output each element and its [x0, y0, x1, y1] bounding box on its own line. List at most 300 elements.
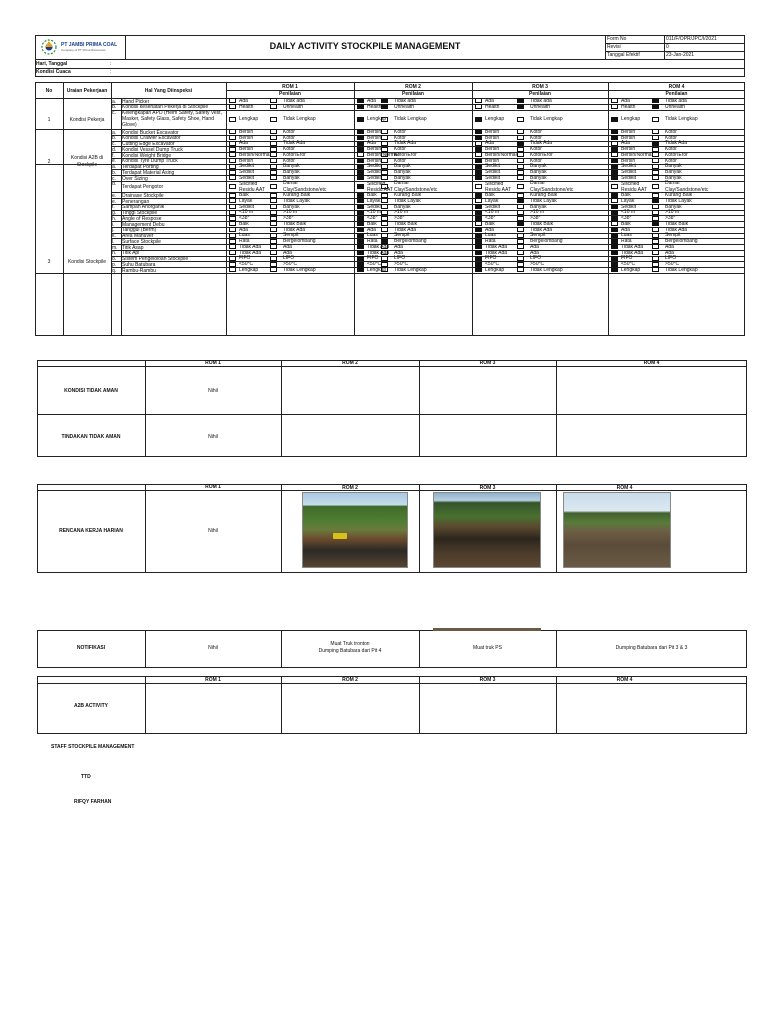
rating-checkbox[interactable] — [517, 250, 524, 255]
rating-option-label: Tidak Ada — [283, 140, 306, 147]
rating-checkbox[interactable] — [611, 152, 618, 157]
rating-checkbox[interactable] — [611, 175, 618, 180]
rating-checkbox[interactable] — [611, 256, 618, 261]
rating-checkbox[interactable] — [229, 221, 236, 226]
rating-checkbox[interactable] — [270, 129, 277, 134]
rating-checkbox[interactable] — [517, 221, 524, 226]
rating-checkbox[interactable] — [357, 117, 364, 122]
rating-checkbox[interactable] — [229, 267, 236, 272]
inspection-item-letter: b. — [112, 169, 117, 176]
rating-option-label: Kotor — [530, 134, 542, 141]
rating-checkbox[interactable] — [611, 227, 618, 232]
rating-checkbox[interactable] — [229, 250, 236, 255]
rating-option-label: Bersih — [621, 128, 636, 135]
rating-option-label: >50°C — [530, 261, 545, 268]
rating-checkbox[interactable] — [381, 170, 388, 175]
rating-checkbox[interactable] — [652, 117, 659, 122]
rating-checkbox[interactable] — [357, 147, 364, 152]
rating-checkbox[interactable] — [517, 158, 524, 163]
rating-checkbox[interactable] — [652, 170, 659, 175]
rating-option-label: Kotor — [394, 128, 406, 135]
rating-checkbox[interactable] — [517, 267, 524, 272]
rating-checkbox[interactable] — [517, 141, 524, 146]
rating-checkbox[interactable] — [475, 164, 482, 169]
ttd-label: TTD — [81, 774, 91, 780]
rating-checkbox[interactable] — [229, 175, 236, 180]
rating-checkbox[interactable] — [381, 158, 388, 163]
rating-option-label: Kotor — [283, 157, 295, 164]
rating-checkbox[interactable] — [475, 256, 482, 261]
rating-checkbox[interactable] — [270, 198, 277, 203]
rating-checkbox[interactable] — [357, 204, 364, 209]
rating-option-label: Bersih — [239, 128, 254, 135]
rating-checkbox[interactable] — [652, 198, 659, 203]
rating-checkbox[interactable] — [475, 147, 482, 152]
rating-option-label: Lengkap — [239, 266, 259, 273]
rating-checkbox[interactable] — [357, 104, 364, 109]
notifikasi-rom-3: Muat truk PS — [473, 645, 502, 651]
rating-checkbox[interactable] — [611, 250, 618, 255]
rating-checkbox[interactable] — [652, 204, 659, 209]
rating-checkbox[interactable] — [229, 147, 236, 152]
rating-checkbox[interactable] — [381, 239, 388, 244]
rating-checkbox[interactable] — [652, 135, 659, 140]
inspection-item-letter: k. — [112, 233, 116, 240]
rating-checkbox[interactable] — [475, 244, 482, 249]
rating-checkbox[interactable] — [357, 250, 364, 255]
rating-checkbox[interactable] — [652, 227, 659, 232]
rating-checkbox[interactable] — [611, 221, 618, 226]
penilaian-3: Penilaian — [529, 91, 551, 97]
rating-checkbox[interactable] — [229, 216, 236, 221]
rating-checkbox[interactable] — [611, 98, 618, 103]
rating-checkbox[interactable] — [475, 210, 482, 215]
inspection-item-text: Kondisi Tyre Dump Truck — [122, 158, 178, 165]
rating-checkbox[interactable] — [652, 141, 659, 146]
rating-option-label: Kurang Baik — [394, 192, 422, 199]
rating-checkbox[interactable] — [475, 152, 482, 157]
rating-checkbox[interactable] — [652, 164, 659, 169]
rating-checkbox[interactable] — [475, 221, 482, 226]
rating-checkbox[interactable] — [270, 210, 277, 215]
rating-checkbox[interactable] — [611, 158, 618, 163]
kondisi-cuaca-label: Kondisi Cuaca — [36, 69, 71, 75]
rating-checkbox[interactable] — [475, 204, 482, 209]
rating-checkbox[interactable] — [652, 147, 659, 152]
rating-checkbox[interactable] — [270, 135, 277, 140]
rating-option-label: Lengkap — [621, 116, 641, 123]
rating-checkbox[interactable] — [229, 158, 236, 163]
rating-checkbox[interactable] — [475, 216, 482, 221]
rating-checkbox[interactable] — [611, 267, 618, 272]
rating-checkbox[interactable] — [270, 147, 277, 152]
rating-checkbox[interactable] — [611, 141, 618, 146]
rating-option-label: Banyak — [530, 169, 547, 176]
rating-checkbox[interactable] — [652, 216, 659, 221]
rating-checkbox[interactable] — [229, 164, 236, 169]
rating-option-label: Tidak ada — [283, 97, 305, 104]
rating-checkbox[interactable] — [475, 98, 482, 103]
rating-option-label: Sedikit — [239, 174, 255, 181]
rating-option-label: Ada — [530, 249, 539, 256]
rating-checkbox[interactable] — [611, 147, 618, 152]
rating-checkbox[interactable] — [270, 262, 277, 267]
rating-checkbox[interactable] — [357, 184, 364, 189]
rating-option-label: Banyak — [530, 163, 547, 170]
rating-checkbox[interactable] — [270, 233, 277, 238]
rating-checkbox[interactable] — [517, 256, 524, 261]
rating-option-label: Residu AAT — [485, 186, 512, 193]
rating-checkbox[interactable] — [475, 141, 482, 146]
rating-option-label: Tidak Ada — [239, 249, 262, 256]
rating-option-label: FIFO — [621, 255, 633, 262]
rating-option-label: Tidak ada — [394, 97, 416, 104]
rating-option-label: Banyak — [665, 203, 682, 210]
rating-option-label: Banyak — [530, 203, 547, 210]
rating-checkbox[interactable] — [517, 135, 524, 140]
rating-option-label: Sedikit — [621, 203, 637, 210]
rating-checkbox[interactable] — [229, 184, 236, 189]
rating-checkbox[interactable] — [270, 216, 277, 221]
rating-checkbox[interactable] — [270, 141, 277, 146]
rating-option-label: LIFO — [530, 255, 542, 262]
rating-checkbox[interactable] — [611, 184, 618, 189]
rating-checkbox[interactable] — [611, 135, 618, 140]
rating-checkbox[interactable] — [270, 227, 277, 232]
rating-checkbox[interactable] — [652, 129, 659, 134]
rating-checkbox[interactable] — [229, 198, 236, 203]
rating-checkbox[interactable] — [229, 204, 236, 209]
rating-checkbox[interactable] — [357, 221, 364, 226]
rating-checkbox[interactable] — [652, 250, 659, 255]
rating-checkbox[interactable] — [357, 227, 364, 232]
rating-checkbox[interactable] — [475, 170, 482, 175]
rating-checkbox[interactable] — [381, 221, 388, 226]
rating-checkbox[interactable] — [270, 256, 277, 261]
rating-checkbox[interactable] — [357, 267, 364, 272]
rating-checkbox[interactable] — [611, 244, 618, 249]
rating-checkbox[interactable] — [229, 98, 236, 103]
rating-option-label: Tidak Ada — [485, 249, 508, 256]
rating-checkbox[interactable] — [611, 233, 618, 238]
rating-checkbox[interactable] — [611, 239, 618, 244]
group-3-no: 3 — [47, 259, 51, 265]
rating-checkbox[interactable] — [357, 216, 364, 221]
rating-option-label: Layak — [621, 197, 635, 204]
rating-checkbox[interactable] — [652, 221, 659, 226]
rating-checkbox[interactable] — [229, 135, 236, 140]
rating-option-label: Bersih — [621, 146, 636, 153]
rating-checkbox[interactable] — [517, 170, 524, 175]
rating-option-label: Tidak Ada — [367, 249, 390, 256]
rating-option-label: Luas — [367, 232, 378, 239]
rating-checkbox[interactable] — [229, 129, 236, 134]
rating-checkbox[interactable] — [381, 135, 388, 140]
rating-checkbox[interactable] — [475, 175, 482, 180]
rating-checkbox[interactable] — [229, 152, 236, 157]
rating-checkbox[interactable] — [381, 129, 388, 134]
rating-checkbox[interactable] — [517, 147, 524, 152]
rating-checkbox[interactable] — [270, 204, 277, 209]
rating-checkbox[interactable] — [229, 262, 236, 267]
rating-checkbox[interactable] — [270, 184, 277, 189]
rating-checkbox[interactable] — [229, 104, 236, 109]
col-hal-header: Hal Yang Diinspeksi — [144, 88, 193, 94]
rating-checkbox[interactable] — [517, 117, 524, 122]
rating-option-label: Tidak Ada — [394, 226, 417, 233]
rating-checkbox[interactable] — [611, 129, 618, 134]
rating-checkbox[interactable] — [517, 239, 524, 244]
rating-checkbox[interactable] — [611, 204, 618, 209]
rating-checkbox[interactable] — [381, 164, 388, 169]
box2-rom-4: ROM 4 — [616, 485, 633, 491]
rating-checkbox[interactable] — [611, 198, 618, 203]
rating-checkbox[interactable] — [357, 158, 364, 163]
rating-checkbox[interactable] — [357, 262, 364, 267]
rating-option-label: Lengkap — [239, 116, 259, 123]
rom-4-header: ROM 4 — [668, 84, 685, 90]
rating-option-label: Tidak Baik — [283, 220, 307, 227]
inspection-item-text: Titik Asap — [122, 244, 144, 251]
rating-option-label: Bersih — [239, 146, 254, 153]
rating-checkbox[interactable] — [229, 193, 236, 198]
rating-checkbox[interactable] — [611, 170, 618, 175]
rating-checkbox[interactable] — [517, 233, 524, 238]
rating-checkbox[interactable] — [517, 175, 524, 180]
rating-checkbox[interactable] — [357, 141, 364, 146]
rating-option-label: <50°C — [239, 261, 254, 268]
rating-checkbox[interactable] — [652, 256, 659, 261]
rating-option-label: Kotor — [530, 157, 542, 164]
rating-option-label: Banyak — [665, 169, 682, 176]
rating-checkbox[interactable] — [611, 216, 618, 221]
rating-checkbox[interactable] — [270, 117, 277, 122]
notifikasi-rom-4: Dumping Batubara dari Pit 3 & 3 — [615, 645, 688, 651]
rating-checkbox[interactable] — [270, 152, 277, 157]
rating-option-label: FIFO — [367, 255, 379, 262]
rating-checkbox[interactable] — [381, 193, 388, 198]
inspection-item-text: Suhu Batubara — [122, 261, 156, 268]
rating-checkbox[interactable] — [652, 152, 659, 157]
rating-checkbox[interactable] — [270, 158, 277, 163]
company-subtitle: Company of PT Prima Resources — [61, 48, 106, 52]
rating-checkbox[interactable] — [475, 135, 482, 140]
rating-checkbox[interactable] — [652, 158, 659, 163]
rating-checkbox[interactable] — [517, 262, 524, 267]
rating-checkbox[interactable] — [517, 244, 524, 249]
rating-checkbox[interactable] — [357, 98, 364, 103]
rating-checkbox[interactable] — [475, 250, 482, 255]
rating-option-label: Tidak Lengkap — [283, 266, 316, 273]
rating-checkbox[interactable] — [517, 129, 524, 134]
rating-checkbox[interactable] — [229, 227, 236, 232]
rating-checkbox[interactable] — [357, 170, 364, 175]
rating-checkbox[interactable] — [229, 210, 236, 215]
rating-checkbox[interactable] — [475, 198, 482, 203]
rating-option-label: Kotor — [394, 134, 406, 141]
rating-checkbox[interactable] — [475, 129, 482, 134]
rating-checkbox[interactable] — [517, 104, 524, 109]
rating-checkbox[interactable] — [652, 244, 659, 249]
rating-option-label: >38° — [665, 215, 676, 222]
rating-option-label: Baik — [621, 192, 631, 199]
rating-checkbox[interactable] — [652, 98, 659, 103]
rating-checkbox[interactable] — [652, 233, 659, 238]
rating-checkbox[interactable] — [517, 184, 524, 189]
rating-checkbox[interactable] — [381, 147, 388, 152]
rating-checkbox[interactable] — [357, 152, 364, 157]
rating-checkbox[interactable] — [611, 117, 618, 122]
rating-checkbox[interactable] — [517, 193, 524, 198]
inspection-item-text: Angle of Respose — [122, 215, 162, 222]
rating-checkbox[interactable] — [611, 262, 618, 267]
rating-checkbox[interactable] — [270, 221, 277, 226]
rating-option-label: Ada — [485, 97, 494, 104]
rating-checkbox[interactable] — [229, 170, 236, 175]
rating-option-label: Bersih — [621, 134, 636, 141]
rating-checkbox[interactable] — [270, 250, 277, 255]
rating-option-label: Tidak Lengkap — [530, 116, 563, 123]
rating-checkbox[interactable] — [381, 204, 388, 209]
rating-checkbox[interactable] — [517, 152, 524, 157]
rating-checkbox[interactable] — [611, 164, 618, 169]
rating-option-label: <50°C — [485, 261, 500, 268]
inspection-item-letter: f. — [112, 152, 115, 159]
inspection-item-letter: e. — [112, 158, 117, 165]
rating-checkbox[interactable] — [357, 175, 364, 180]
rating-checkbox[interactable] — [357, 233, 364, 238]
rating-checkbox[interactable] — [270, 170, 277, 175]
rating-checkbox[interactable] — [652, 104, 659, 109]
rating-checkbox[interactable] — [270, 244, 277, 249]
rating-option-label: Sedikit — [621, 169, 637, 176]
rating-checkbox[interactable] — [357, 135, 364, 140]
rating-option-label: Bersih — [367, 134, 382, 141]
rating-checkbox[interactable] — [381, 141, 388, 146]
rating-checkbox[interactable] — [381, 227, 388, 232]
rating-checkbox[interactable] — [611, 193, 618, 198]
inspection-item-text: Penerangan — [122, 198, 150, 205]
rating-checkbox[interactable] — [381, 216, 388, 221]
rating-option-label: Damar — [283, 179, 299, 186]
rating-checkbox[interactable] — [357, 239, 364, 244]
rating-checkbox[interactable] — [357, 193, 364, 198]
rating-checkbox[interactable] — [611, 210, 618, 215]
inspection-item-text: Management Debu — [122, 221, 165, 228]
rating-checkbox[interactable] — [381, 104, 388, 109]
rating-checkbox[interactable] — [652, 262, 659, 267]
rating-checkbox[interactable] — [517, 164, 524, 169]
group-2-name: Kondisi A2B di Stockpile — [70, 155, 104, 168]
rating-option-label: Lengkap — [367, 266, 387, 273]
rating-option-label: Sedikit — [239, 203, 255, 210]
rating-checkbox[interactable] — [270, 164, 277, 169]
rating-checkbox[interactable] — [357, 129, 364, 134]
rating-checkbox[interactable] — [270, 239, 277, 244]
rating-checkbox[interactable] — [652, 184, 659, 189]
rating-checkbox[interactable] — [381, 198, 388, 203]
rating-option-label: Kotor — [394, 157, 406, 164]
rating-checkbox[interactable] — [229, 256, 236, 261]
rating-option-label: LIFO — [665, 255, 677, 262]
rating-checkbox[interactable] — [381, 98, 388, 103]
rating-checkbox[interactable] — [652, 267, 659, 272]
inspection-item-letter: n. — [112, 250, 117, 257]
rating-checkbox[interactable] — [517, 216, 524, 221]
rating-checkbox[interactable] — [611, 104, 618, 109]
inspection-item-text: Over Sizing — [122, 175, 148, 182]
rating-checkbox[interactable] — [475, 104, 482, 109]
rating-checkbox[interactable] — [270, 175, 277, 180]
rating-checkbox[interactable] — [475, 233, 482, 238]
rating-option-label: Banyak — [283, 203, 300, 210]
rating-checkbox[interactable] — [381, 256, 388, 261]
rating-checkbox[interactable] — [357, 164, 364, 169]
rating-checkbox[interactable] — [475, 184, 482, 189]
rating-checkbox[interactable] — [270, 98, 277, 103]
rating-option-label: <38° — [239, 215, 250, 222]
photo-edge-strip — [433, 628, 541, 631]
rating-checkbox[interactable] — [475, 239, 482, 244]
rating-checkbox[interactable] — [270, 267, 277, 272]
rating-checkbox[interactable] — [270, 193, 277, 198]
rating-checkbox[interactable] — [475, 117, 482, 122]
rating-checkbox[interactable] — [475, 158, 482, 163]
rating-checkbox[interactable] — [381, 210, 388, 215]
rating-option-label: Tidak Ada — [283, 226, 306, 233]
rating-checkbox[interactable] — [229, 233, 236, 238]
form-no-label: Form No — [607, 36, 627, 42]
rating-checkbox[interactable] — [517, 210, 524, 215]
rating-checkbox[interactable] — [357, 198, 364, 203]
rating-checkbox[interactable] — [475, 262, 482, 267]
rating-checkbox[interactable] — [357, 244, 364, 249]
rating-option-label: <10 m — [367, 209, 382, 216]
rating-checkbox[interactable] — [229, 244, 236, 249]
rating-checkbox[interactable] — [475, 227, 482, 232]
rating-checkbox[interactable] — [357, 256, 364, 261]
rating-checkbox[interactable] — [381, 262, 388, 267]
group-2-no: 2 — [47, 159, 51, 165]
rating-checkbox[interactable] — [381, 233, 388, 238]
rating-option-label: Kotor — [283, 146, 295, 153]
rating-checkbox[interactable] — [475, 193, 482, 198]
rating-checkbox[interactable] — [652, 210, 659, 215]
rating-checkbox[interactable] — [652, 193, 659, 198]
rating-checkbox[interactable] — [517, 227, 524, 232]
rating-checkbox[interactable] — [517, 198, 524, 203]
rating-checkbox[interactable] — [517, 98, 524, 103]
rating-checkbox[interactable] — [475, 267, 482, 272]
rating-option-label: Health — [621, 103, 636, 110]
rating-checkbox[interactable] — [652, 175, 659, 180]
rating-checkbox[interactable] — [652, 239, 659, 244]
rating-checkbox[interactable] — [270, 104, 277, 109]
rating-option-label: Unhealth — [665, 103, 686, 110]
rating-checkbox[interactable] — [229, 141, 236, 146]
rating-option-label: Tidak Ada — [239, 243, 262, 250]
rating-option-label: Kotor — [665, 134, 677, 141]
rating-option-label: Banyak — [665, 174, 682, 181]
rating-checkbox[interactable] — [229, 117, 236, 122]
rating-checkbox[interactable] — [381, 175, 388, 180]
rating-checkbox[interactable] — [517, 204, 524, 209]
rating-option-label: Unhealth — [283, 103, 304, 110]
rating-checkbox[interactable] — [357, 210, 364, 215]
rating-option-label: Kurang Baik — [665, 192, 693, 199]
rating-checkbox[interactable] — [229, 239, 236, 244]
rating-option-label: Ada — [283, 243, 292, 250]
